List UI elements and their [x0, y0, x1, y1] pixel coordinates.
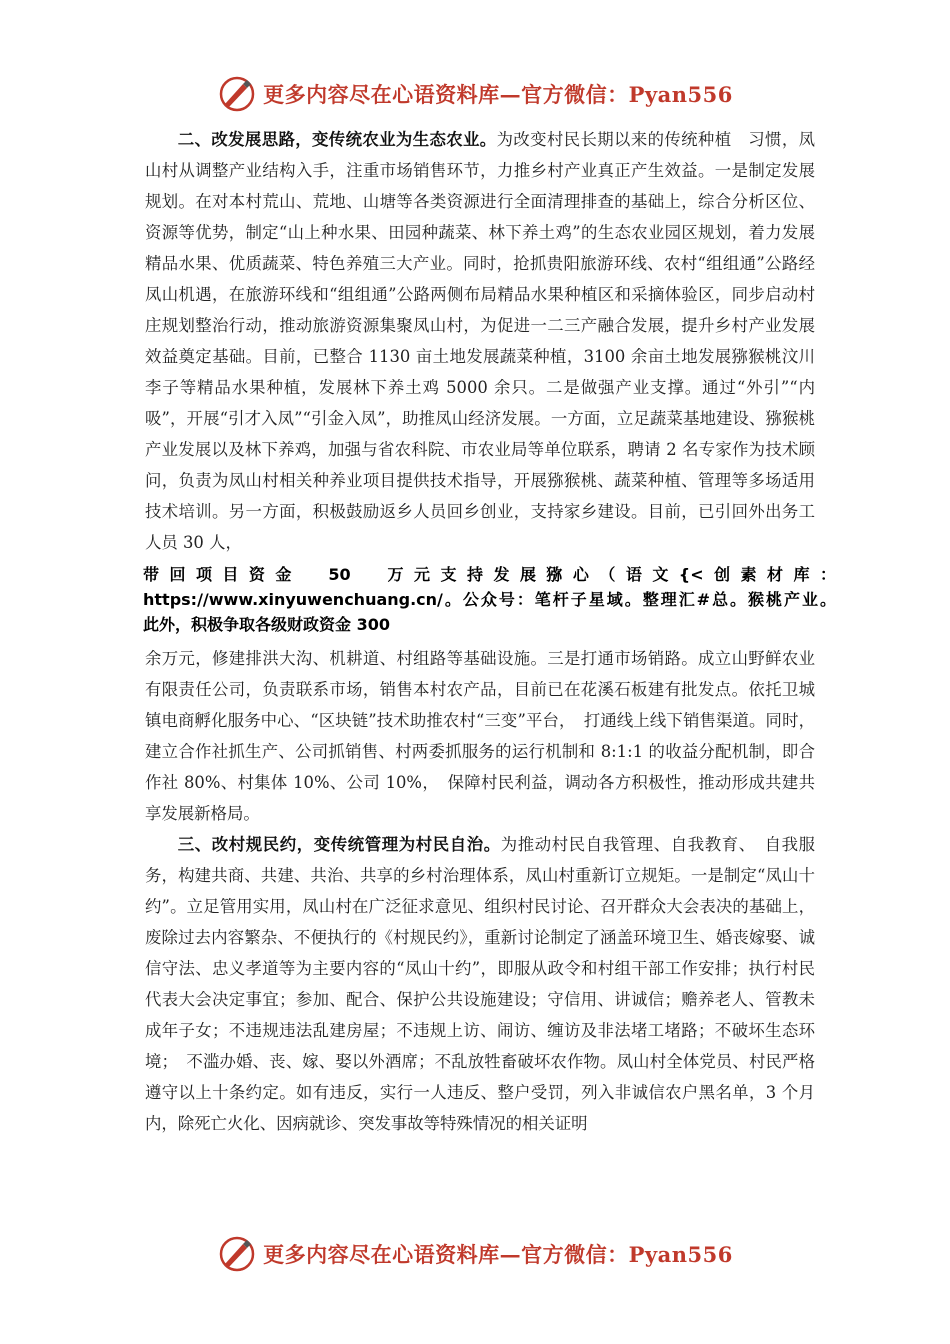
section-3-paragraph: [145, 829, 815, 1139]
inserted-line-3: 此外，积极争取各级财政资金 300: [143, 615, 390, 634]
section-3-heading: 三、改村规民约，变传统管理为村民自治。: [177, 835, 501, 854]
section-2-heading: 二、改发展思路，变传统农业为生态农业。: [177, 130, 497, 149]
banner-text: 更多内容尽在心语资料库—官方微信：Pyan556: [263, 1242, 733, 1267]
document-body: [143, 124, 836, 1139]
pen-logo-icon: [217, 1234, 257, 1274]
footer-banner: [0, 1232, 950, 1276]
section-2-body: 为改变村民长期以来的传统种植 习惯，凤山村从调整产业结构入手，注重市场销售环节，力推乡村产业真正产生效益。一是制定发展规划。在对本村荒山、荒地、山塘等各类资源进行全面清理排查的基础上，综合分析区位、资源等优势，制定“山上种水果、田园种蔬菜、林下养土鸡”的生态农业园区规划，着力发展精品水果、优质蔬菜、特色养殖三大产业。同时，抢抓贵阳旅游环线、农村“组组通”公路经凤山机遇，在旅游环线和“组组通”公路两侧布局精品水果种植区和采摘体验区，同步启动村庄规划整治行动，推动旅游资源集聚凤山村，为促进一二三产融合发展，提升乡村产业发展效益奠定基础。目前，已整合 1130 亩土地发展蔬菜种植，3100 余亩土地发展猕猴桃汶川李子等精品水果种植，发展林下养土鸡 5000 余只。二是做强产业支撑。通过“外引”“内吸”，开展“引才入凤”“引金入凤”，助推凤山经济发展。一方面，立足蔬菜基地建设、猕猴桃产业发展以及林下养鸡，加强与省农科院、市农业局等单位联系，聘请 2 名专家作为技术顾问，负责为凤山村相关种养业项目提供技术指导，开展猕猴桃、蔬菜种植、管理等多场适用技术培训。另一方面，积极鼓励返乡人员回乡创业，支持家乡建设。目前，已引回外出务工人员 30 人，: [145, 130, 816, 552]
section-2-paragraph: [145, 124, 815, 558]
header-banner: [0, 72, 950, 116]
banner-text: 更多内容尽在心语资料库—官方微信：Pyan556: [263, 82, 733, 107]
section-2-continuation: 余万元，修建排洪大沟、机耕道、村组路等基础设施。三是打通市场销路。成立山野鲜农业有限责任公司，负责联系市场，销售本村农产品，目前已在花溪石板建有批发点。依托卫城镇电商孵化服务中心、“区块链”技术助推农村“三变”平台， 打通线上线下销售渠道。同时，建立合作社抓生产、公司抓销售、村两委抓服务的运行机制和 8:1:1 的收益分配机制，即合作社 80%、村集体 10%、公司 10%， 保障村民利益，调动各方积极性，推动形成共建共享发展新格局。: [145, 649, 815, 823]
pen-logo-icon: [217, 74, 257, 114]
inserted-line-2: https://www.xinyuwenchuang.cn/。公众号：笔杆子星域。整理汇#总。猴桃产业。: [143, 590, 836, 609]
inserted-line-1: 带回项目资金 50 万元支持发展猕心（语文{<创素材库：: [143, 565, 836, 584]
section-3-body: 为推动村民自我管理、自我教育、 自我服务，构建共商、共建、共治、共享的乡村治理体系，凤山村重新订立规矩。一是制定“凤山十约”。立足管用实用，凤山村在广泛征求意见、组织村民讨论、召开群众大会表决的基础上，废除过去内容繁杂、不便执行的《村规民约》，重新讨论制定了涵盖环境卫生、婚丧嫁娶、诚信守法、忠义孝道等为主要内容的“凤山十约”，即服从政令和村组干部工作安排；执行村民代表大会决定事宜；参加、配合、保护公共设施建设；守信用、讲诚信；赡养老人、管教未成年子女；不违规违法乱建房屋；不违规上访、闹访、缠访及非法堵工堵路；不破坏生态环境； 不滥办婚、丧、嫁、娶以外酒席；不乱放牲畜破坏农作物。凤山村全体党员、村民严格遵守以上十条约定。如有违反，实行一人违反、整户受罚，列入非诚信农户黑名单，3 个月内，除死亡火化、因病就诊、突发事故等特殊情况的相关证明: [145, 835, 815, 1133]
